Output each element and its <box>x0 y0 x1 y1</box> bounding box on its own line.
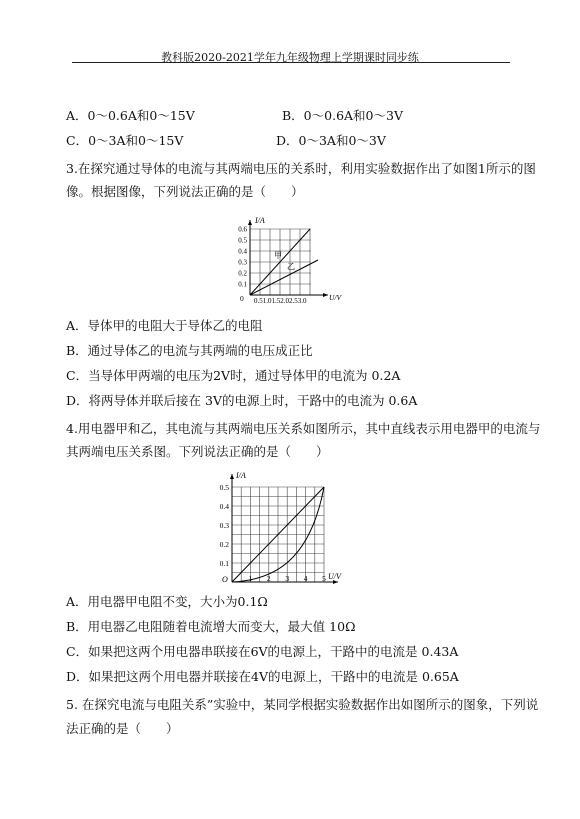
q3-x-arrow <box>323 293 328 297</box>
q3-stem-line2: 像。根据图像，下列说法正确的是（ ） <box>66 184 304 199</box>
q4-x-tick: 2 <box>266 574 271 583</box>
q4-x-tick: 3 <box>285 574 290 583</box>
q4-stem-line1: 4.用电器甲和乙，其电流与其两端电压关系如图所示，其中直线表示用电器甲的电流与 <box>66 421 541 436</box>
q3-y-tick: 0.6 <box>238 225 247 234</box>
q3-option-a: A．导体甲的电阻大于导体乙的电阻 <box>66 318 263 333</box>
header-rule <box>72 62 510 63</box>
q4-figure <box>214 466 359 586</box>
q3-y-tick: 0.3 <box>238 258 247 267</box>
page-header: 教科版2020-2021学年九年级物理上学期课时同步练 <box>161 51 419 64</box>
q3-y-axis-label: I/A <box>255 216 265 225</box>
q5-stem-line1: 5. 在探究电流与电阻关系”实验中，某同学根据实验数据作出如图所示的图象，下列说 <box>66 697 539 712</box>
q4-x-axis-label: U/V <box>328 572 341 581</box>
q2-option-c: C．0～3A和0～15V <box>66 133 184 148</box>
q4-y-arrow <box>230 474 234 479</box>
q4-y-tick: 0.5 <box>219 483 229 492</box>
q3-origin-label: 0 <box>240 294 244 303</box>
q4-option-a: A．用电器甲电阻不变，大小为0.1Ω <box>66 594 268 609</box>
q4-y-axis-label: I/A <box>236 471 246 480</box>
q4-option-c: C．如果把这两个用电器串联接在6V的电源上，干路中的电流是 0.43A <box>66 644 459 659</box>
q4-option-d: D．如果把这两个用电器并联接在4V的电源上，干路中的电流是 0.65A <box>66 669 459 684</box>
q2-option-d: D．0～3A和0～3V <box>276 133 386 148</box>
q5-stem-line2: 法正确的是（ ） <box>66 721 179 736</box>
q3-y-arrow <box>248 220 252 225</box>
q2-option-b: B．0～0.6A和0～3V <box>282 108 403 123</box>
q3-option-b: B．通过导体乙的电流与其两端的电压成正比 <box>66 343 313 358</box>
q4-y-tick: 0.4 <box>219 502 229 511</box>
q3-option-c: C．当导体甲两端的电压为2V时，通过导体甲的电流为 0.2A <box>66 368 401 383</box>
q2-option-a: A．0～0.6A和0～15V <box>66 108 195 123</box>
q3-figure <box>228 214 358 309</box>
q4-option-b: B．用电器乙电阻随着电流增大而变大，最大值 10Ω <box>66 619 356 634</box>
q3-y-tick: 0.1 <box>238 280 247 289</box>
q3-y-tick: 0.4 <box>238 247 247 256</box>
q4-y-tick: 0.1 <box>219 559 229 568</box>
q3-x-axis-label: U/V <box>329 293 342 302</box>
q3-stem-line1: 3.在探究通过导体的电流与其两端电压的关系时，利用实验数据作出了如图1所示的图 <box>66 161 536 176</box>
q3-label-jia: 甲 <box>274 251 282 260</box>
q3-y-tick: 0.5 <box>238 236 247 245</box>
q3-x-ticks: 0.51.01.52.02.53.0 <box>254 297 307 305</box>
q4-x-tick: 1 <box>248 574 253 583</box>
q4-origin-label: O <box>222 575 228 584</box>
q4-stem-line2: 其两端电压关系图。下列说法正确的是（ ） <box>66 444 329 459</box>
q4-y-tick: 0.2 <box>219 540 229 549</box>
q4-x-tick: 5 <box>322 574 326 583</box>
q3-option-d: D．将两导体并联后接在 3V的电源上时，干路中的电流为 0.6A <box>66 393 418 408</box>
q4-y-tick: 0.3 <box>219 521 229 530</box>
q3-y-tick: 0.2 <box>238 269 247 278</box>
q3-label-yi: 乙 <box>287 262 295 271</box>
q4-x-tick: 4 <box>303 574 308 583</box>
